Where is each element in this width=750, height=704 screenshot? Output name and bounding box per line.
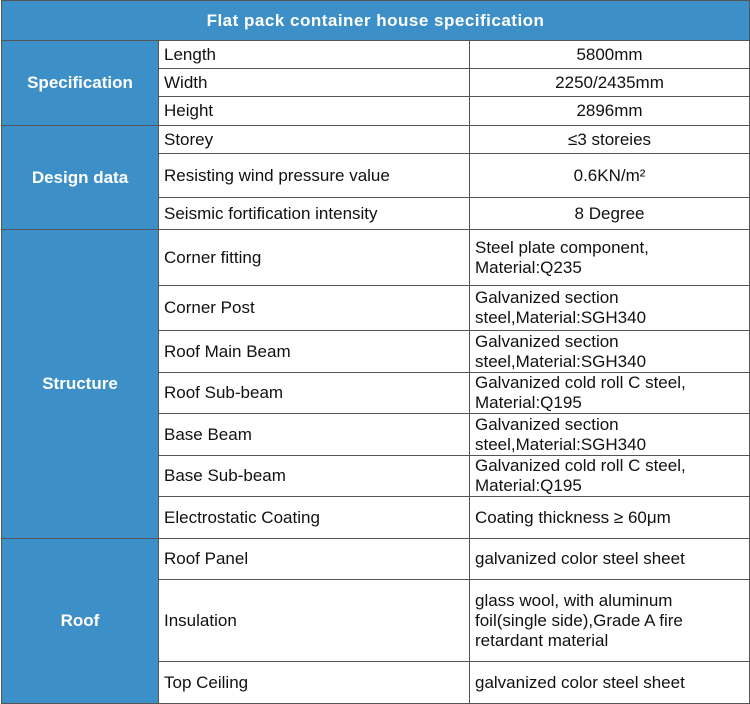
row-label-base-sub-beam: Base Sub-beam	[159, 456, 470, 497]
row-value-base-beam: Galvanized section steel,Material:SGH340	[470, 414, 750, 456]
row-label-height: Height	[159, 97, 470, 126]
row-value-insulation: glass wool, with aluminum foil(single side),Grade A fire retardant material	[470, 580, 750, 662]
table-row	[2, 126, 750, 154]
table-row	[2, 41, 750, 69]
row-label-length: Length	[159, 41, 470, 69]
row-value-width: 2250/2435mm	[470, 69, 750, 97]
row-label-seismic: Seismic fortification intensity	[159, 198, 470, 230]
table-row	[2, 230, 750, 286]
row-label-corner-post: Corner Post	[159, 286, 470, 331]
category-structure: Structure	[2, 230, 159, 539]
row-value-wind-pressure: 0.6KN/m²	[470, 154, 750, 198]
title-row	[2, 1, 750, 41]
spec-table	[1, 0, 750, 704]
row-value-storey: ≤3 storeies	[470, 126, 750, 154]
row-label-roof-main-beam: Roof Main Beam	[159, 331, 470, 373]
row-label-electrostatic-coating: Electrostatic Coating	[159, 497, 470, 539]
row-value-corner-post: Galvanized section steel,Material:SGH340	[470, 286, 750, 331]
row-label-insulation: Insulation	[159, 580, 470, 662]
row-label-top-ceiling: Top Ceiling	[159, 662, 470, 704]
row-label-wind-pressure: Resisting wind pressure value	[159, 154, 470, 198]
row-value-height: 2896mm	[470, 97, 750, 126]
row-label-width: Width	[159, 69, 470, 97]
table-title: Flat pack container house specification	[2, 1, 750, 41]
row-value-roof-panel: galvanized color steel sheet	[470, 539, 750, 580]
row-label-roof-sub-beam: Roof Sub-beam	[159, 373, 470, 414]
row-value-electrostatic-coating: Coating thickness ≥ 60μm	[470, 497, 750, 539]
row-value-length: 5800mm	[470, 41, 750, 69]
row-label-storey: Storey	[159, 126, 470, 154]
row-value-base-sub-beam: Galvanized cold roll C steel, Material:Q195	[470, 456, 750, 497]
row-value-top-ceiling: galvanized color steel sheet	[470, 662, 750, 704]
row-value-roof-sub-beam: Galvanized cold roll C steel, Material:Q195	[470, 373, 750, 414]
row-value-roof-main-beam: Galvanized section steel,Material:SGH340	[470, 331, 750, 373]
row-value-corner-fitting: Steel plate component, Material:Q235	[470, 230, 750, 286]
row-value-seismic: 8 Degree	[470, 198, 750, 230]
table-row	[2, 539, 750, 580]
category-design-data: Design data	[2, 126, 159, 230]
row-label-roof-panel: Roof Panel	[159, 539, 470, 580]
row-label-corner-fitting: Corner fitting	[159, 230, 470, 286]
category-roof: Roof	[2, 539, 159, 704]
category-specification: Specification	[2, 41, 159, 126]
row-label-base-beam: Base Beam	[159, 414, 470, 456]
